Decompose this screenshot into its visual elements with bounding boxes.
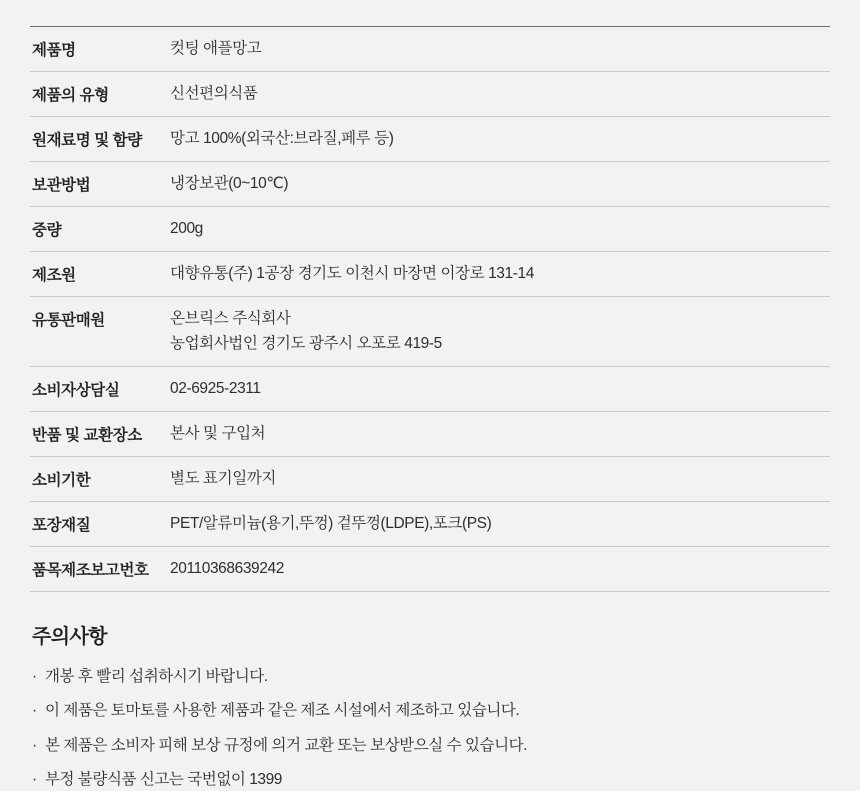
table-row bbox=[30, 72, 830, 117]
spec-value-line: 농업회사법인 경기도 광주시 오포로 419-5 bbox=[170, 335, 442, 352]
spec-label: 중량 bbox=[32, 222, 62, 239]
list-item-text: 개봉 후 빨리 섭취하시기 바랍니다. bbox=[45, 668, 268, 685]
bullet-dot: · bbox=[32, 702, 37, 720]
spec-value-line: 컷팅 애플망고 bbox=[170, 40, 262, 57]
list-item bbox=[32, 665, 830, 688]
spec-value bbox=[168, 207, 830, 252]
spec-label: 보관방법 bbox=[32, 177, 91, 194]
spec-value bbox=[168, 162, 830, 207]
spec-value bbox=[168, 117, 830, 162]
spec-value-line: 20110368639242 bbox=[170, 560, 284, 577]
spec-value-line: 대향유통(주) 1공장 경기도 이천시 마장면 이장로 131-14 bbox=[170, 265, 534, 282]
bullet-dot: · bbox=[32, 668, 37, 685]
bullet-dot: · bbox=[32, 736, 37, 754]
spec-label: 원재료명 및 함량 bbox=[32, 132, 142, 149]
table-row bbox=[30, 207, 830, 252]
notice-list bbox=[30, 665, 830, 791]
list-item-text: 이 제품은 토마토를 사용한 제품과 같은 제조 시설에서 제조하고 있습니다. bbox=[45, 702, 520, 720]
spec-value-line: PET/알류미늄(용기,뚜껑) 겉뚜껑(LDPE),포크(PS) bbox=[170, 515, 492, 532]
spec-value bbox=[168, 502, 830, 547]
spec-value-line: 냉장보관(0~10℃) bbox=[170, 175, 289, 192]
list-item bbox=[32, 699, 830, 722]
list-item bbox=[32, 768, 830, 791]
spec-value-line: 200g bbox=[170, 220, 203, 237]
spec-label: 포장재질 bbox=[32, 517, 91, 534]
spec-label: 소비자상담실 bbox=[32, 382, 120, 399]
spec-value-line: 망고 100%(외국산:브라질,페루 등) bbox=[170, 130, 394, 147]
notice-section bbox=[30, 620, 830, 791]
notice-title: 주의사항 bbox=[32, 626, 107, 648]
spec-value-line: 신선편의식품 bbox=[170, 85, 258, 102]
spec-table-body bbox=[30, 27, 830, 592]
spec-value bbox=[168, 27, 830, 72]
table-row bbox=[30, 117, 830, 162]
spec-label: 제조원 bbox=[32, 267, 76, 284]
spec-label: 유통판매원 bbox=[32, 312, 105, 329]
table-row bbox=[30, 457, 830, 502]
spec-value-line: 02-6925-2311 bbox=[170, 380, 261, 397]
spec-label: 제품명 bbox=[32, 42, 76, 59]
spec-value-line: 본사 및 구입처 bbox=[170, 425, 266, 442]
table-row bbox=[30, 162, 830, 207]
list-item-text: 본 제품은 소비자 피해 보상 규정에 의거 교환 또는 보상받으실 수 있습니다. bbox=[45, 736, 527, 754]
spec-label: 품목제조보고번호 bbox=[32, 562, 149, 579]
spec-value bbox=[168, 547, 830, 592]
table-row bbox=[30, 297, 830, 367]
table-row bbox=[30, 367, 830, 412]
table-row bbox=[30, 547, 830, 592]
table-row bbox=[30, 252, 830, 297]
spec-label: 소비기한 bbox=[32, 472, 91, 489]
spec-label: 제품의 유형 bbox=[32, 87, 109, 104]
spec-value bbox=[168, 252, 830, 297]
spec-value bbox=[168, 72, 830, 117]
spec-label: 반품 및 교환장소 bbox=[32, 427, 142, 444]
spec-value-line: 온브릭스 주식회사 bbox=[170, 310, 291, 327]
spec-value bbox=[168, 412, 830, 457]
spec-value bbox=[168, 457, 830, 502]
bullet-dot: · bbox=[32, 770, 37, 788]
table-row bbox=[30, 27, 830, 72]
table-row bbox=[30, 412, 830, 457]
spec-value bbox=[168, 297, 830, 367]
list-item bbox=[32, 734, 830, 757]
spec-value bbox=[168, 367, 830, 412]
list-item-text: 부정 불량식품 신고는 국번없이 1399 bbox=[45, 770, 282, 788]
product-spec-table bbox=[30, 26, 830, 592]
table-row bbox=[30, 502, 830, 547]
spec-value-line: 별도 표기일까지 bbox=[170, 470, 276, 487]
